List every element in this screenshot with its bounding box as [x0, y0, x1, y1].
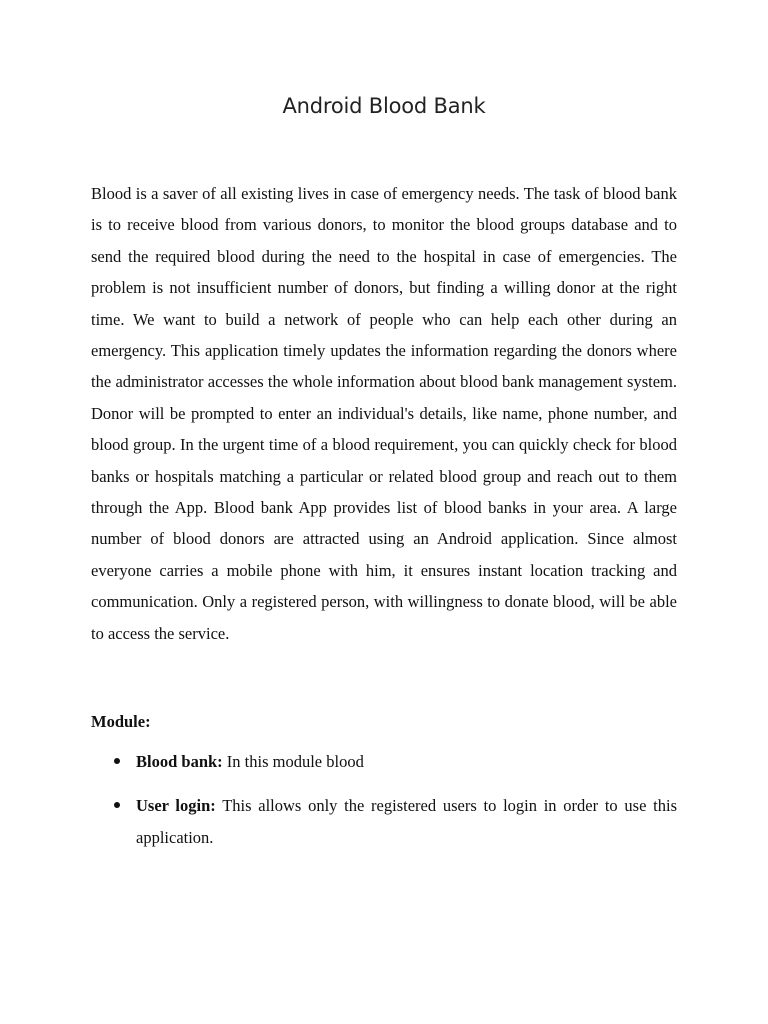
document-title: Android Blood Bank [282, 94, 486, 118]
module-list [91, 746, 677, 853]
module-heading: Module: [91, 712, 151, 731]
bullet-icon [114, 758, 120, 764]
module-label: User login: [136, 796, 216, 816]
list-item-user-login [91, 790, 677, 853]
module-label: Blood bank: [136, 752, 223, 771]
list-item-blood-bank [91, 746, 677, 777]
module-description: This allows only the registered users to login in order to use this application. [136, 796, 677, 847]
module-description: In this module blood [222, 752, 364, 771]
bullet-icon [114, 802, 120, 808]
body-paragraph: Blood is a saver of all existing lives in case of emergency needs. The task of blood bank is to receive blood from various donors, to monitor the blood groups database and to send the required blood during the need to the hospital in case of emergencies. The problem is not insufficient number of donors, but finding a willing donor at the right time. We want to build a network of people who can help each other during an emergency. This application timely updates the information regarding the donors where the administrator accesses the whole information about blood bank management system. Donor will be prompted to enter an individual's details, like name, phone number, and blood group. In the urgent time of a blood requirement, you can quickly check for blood banks or hospitals matching a particular or related blood group and reach out to them through the App. Blood bank App provides list of blood banks in your area. A large number of blood donors are attracted using an Android application. Since almost everyone carries a mobile phone with him, it ensures instant location tracking and communication. Only a registered person, with willingness to donate blood, will be able to access the service. [91, 184, 677, 643]
